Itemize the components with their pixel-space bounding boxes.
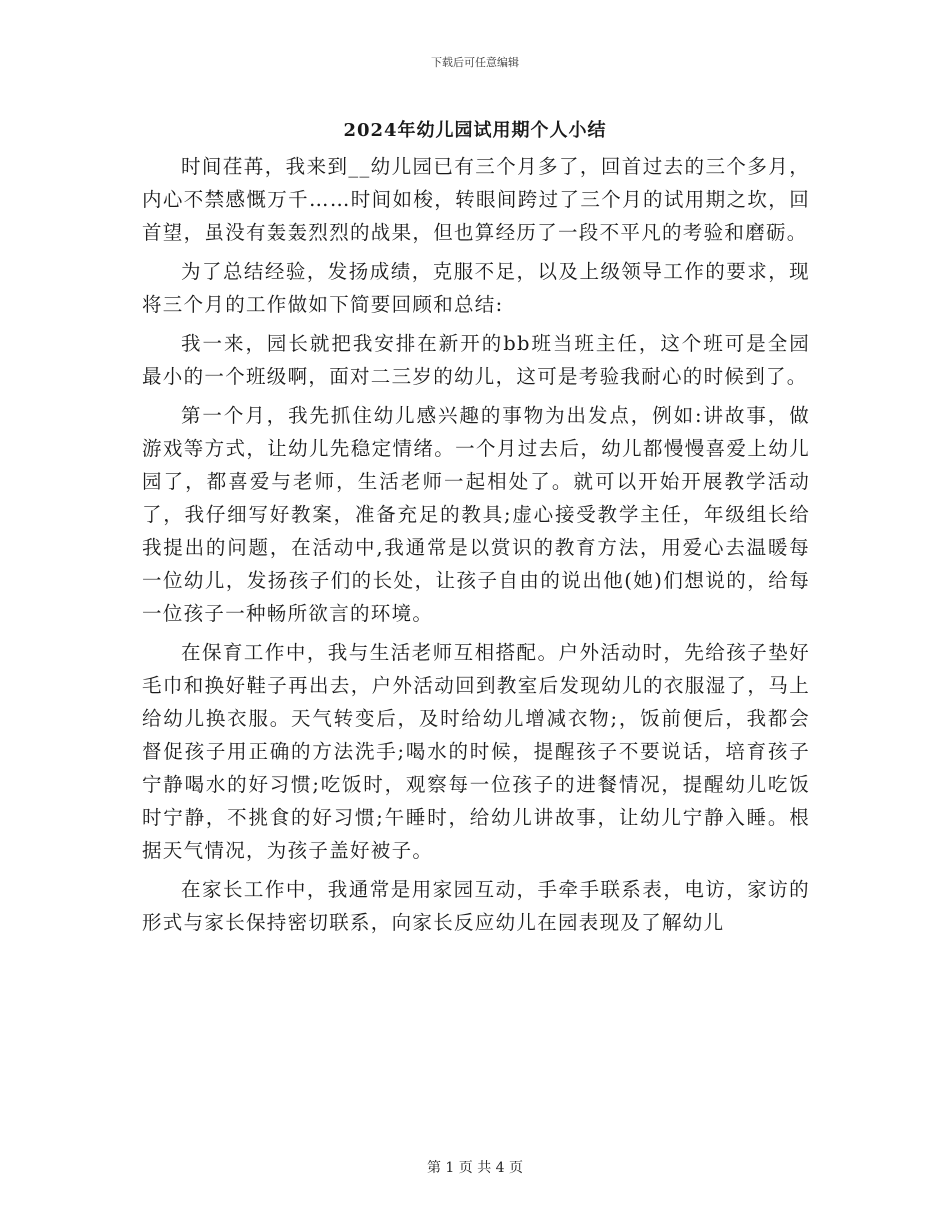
paragraph-first-month: 第一个月，我先抓住幼儿感兴趣的事物为出发点，例如:讲故事，做游戏等方式，让幼儿先稳定情绪。一个月过去后，幼儿都慢慢喜爱上幼儿园了，都喜爱与老师，生活老师一起相处了。就可以开始开展教学活动了，我仔细写好教案，准备充足的教具;虚心接受教学主任，年级组长给我提出的问题，在活动中,我通常是以赏识的教育方法，用爱心去温暖每一位幼儿，发扬孩子们的长处，让孩子自由的说出他(她)们想说的，给每一位孩子一种畅所欲言的环境。: [142, 404, 810, 625]
page-number: 第 1 页 共 4 页: [426, 1160, 524, 1176]
paragraph-parent-work: 在家长工作中，我通常是用家园互动，手牵手联系表，电访，家访的形式与家长保持密切联系，向家长反应幼儿在园表现及了解幼儿: [142, 878, 810, 934]
paragraph-class-assignment: 我一来，园长就把我安排在新开的bb班当班主任，这个班可是全园最小的一个班级啊，面对二三岁的幼儿，这可是考验我耐心的时候到了。: [142, 332, 810, 388]
paragraph-intro: 时间荏苒，我来到__幼儿园已有三个月多了，回首过去的三个多月，内心不禁感慨万千……时间如梭，转眼间跨过了三个月的试用期之坎，回首望，虽没有轰轰烈烈的战果，但也算经历了一段不平凡的考验和磨砺。: [142, 155, 810, 244]
page-header-note: 下载后可任意编辑: [431, 56, 519, 69]
document-body: [142, 150, 810, 945]
document-title: 2024年幼儿园试用期个人小结: [343, 120, 607, 141]
paragraph-care-work: 在保育工作中，我与生活老师互相搭配。户外活动时，先给孩子垫好毛巾和换好鞋子再出去，户外活动回到教室后发现幼儿的衣服湿了，马上给幼儿换衣服。天气转变后，及时给幼儿增减衣物;，饭前便后，我都会督促孩子用正确的方法洗手;喝水的时候，提醒孩子不要说话，培育孩子宁静喝水的好习惯;吃饭时，观察每一位孩子的进餐情况，提醒幼儿吃饭时宁静，不挑食的好习惯;午睡时，给幼儿讲故事，让幼儿宁静入睡。根据天气情况，为孩子盖好被子。: [142, 641, 810, 862]
paragraph-purpose: 为了总结经验，发扬成绩，克服不足，以及上级领导工作的要求，现将三个月的工作做如下简要回顾和总结:: [142, 260, 810, 316]
